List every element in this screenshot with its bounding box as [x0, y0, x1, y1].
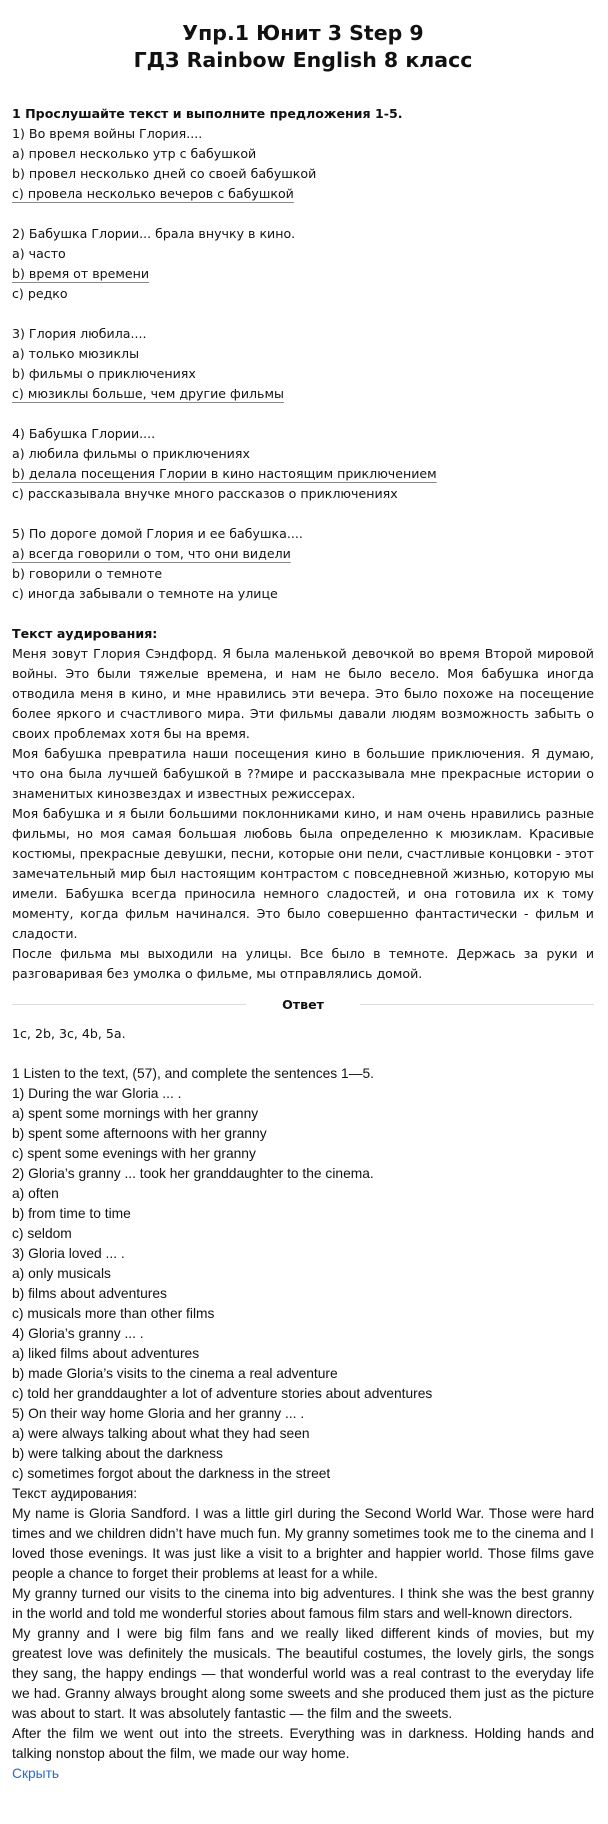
option-label: c) провела несколько вечеров с бабушкой [12, 186, 294, 201]
en-line: c) seldom [12, 1226, 72, 1241]
question-block [12, 124, 594, 224]
option-label: a) часто [12, 246, 66, 261]
answer-line: 1c, 2b, 3c, 4b, 5a. [12, 1026, 126, 1041]
option-label: b) время от времени [12, 266, 150, 281]
option-label: b) говорили о темноте [12, 566, 163, 581]
option [12, 244, 594, 264]
en-line: 1 Listen to the text, (57), and complete the sentences 1—5. [12, 1066, 374, 1081]
option [12, 284, 594, 304]
option [12, 564, 594, 584]
answer-label: Ответ [282, 996, 324, 1012]
text-paragraph: Меня зовут Глория Сэндфорд. Я была маленькой девочкой во время Второй мировой войны. Это были тяжелые времена, и нам не было весело. Моя бабушка иногда отводила меня в кино, и мне нравились эти вечера. Это было похоже на посещение более яркого и счастливого мира. Эти фильмы давали людям возможность забыть о своих проблемах хотя бы на время. [12, 646, 594, 741]
en-line: b) made Gloria’s visits to the cinema a real adventure [12, 1366, 338, 1381]
option-correct [12, 544, 594, 564]
option-label: c) мюзиклы больше, чем другие фильмы [12, 386, 284, 401]
en-line: b) spent some afternoons with her granny [12, 1126, 267, 1141]
title-line-2: ГДЗ Rainbow English 8 класс [133, 48, 473, 72]
option [12, 164, 594, 184]
en-line: 1) During the war Gloria ... . [12, 1086, 182, 1101]
option [12, 364, 594, 384]
en-line: c) musicals more than other films [12, 1306, 215, 1321]
option [12, 444, 594, 464]
text-paragraph: My granny and I were big film fans and we really liked different kinds of movies, but my greatest love was definitely the musicals. The beautiful costumes, the lovely girls, the songs they sang, the happy endings — that wonderful world was a real contrast to the everyday life we had. Granny always brought along some sweets and she produced them just as the picture was about to start. It was absolutely fantastic — the film and the sweets. [12, 1626, 594, 1721]
divider-left [12, 1004, 246, 1005]
en-line: 5) On their way home Gloria and her granny ... . [12, 1406, 305, 1421]
text-paragraph: My granny turned our visits to the cinema into big adventures. I think she was the best granny in the world and told me wonderful stories about famous film stars and well-known directors. [12, 1586, 594, 1621]
option-label: c) иногда забывали о темноте на улице [12, 586, 278, 601]
option-correct [12, 384, 594, 404]
text-paragraph: После фильма мы выходили на улицы. Все было в темноте. Держась за руки и разговаривая без умолка о фильме, мы отправлялись домой. [12, 946, 594, 981]
en-line: a) often [12, 1186, 59, 1201]
question-text: 4) Бабушка Глории.... [12, 426, 156, 441]
ru-listening-text [12, 644, 594, 984]
question-block [12, 524, 594, 624]
question-block [12, 324, 594, 424]
option-label: a) всегда говорили о том, что они видели [12, 546, 291, 561]
en-line: c) sometimes forgot about the darkness in the street [12, 1466, 331, 1481]
option-label: c) рассказывала внучке много рассказов о приключениях [12, 486, 398, 501]
question-text: 3) Глория любила.... [12, 326, 147, 341]
question-block [12, 424, 594, 524]
en-line: c) spent some evenings with her granny [12, 1146, 256, 1161]
option [12, 584, 594, 604]
en-line: 3) Gloria loved ... . [12, 1246, 125, 1261]
text-paragraph: Моя бабушка превратила наши посещения кино в большие приключения. Я думаю, что она была лучшей бабушкой в ??мире и рассказывала мне прекрасные истории о знаменитых кинозвездах и известных режиссерах. [12, 746, 594, 801]
en-line: b) films about adventures [12, 1286, 167, 1301]
en-line: a) spent some mornings with her granny [12, 1106, 259, 1121]
answer-separator [12, 994, 594, 1014]
question-block [12, 224, 594, 324]
en-line: a) were always talking about what they had seen [12, 1426, 310, 1441]
en-line: 4) Gloria’s granny ... . [12, 1326, 144, 1341]
text-paragraph: My name is Gloria Sandford. I was a little girl during the Second World War. Those were hard times and we children didn’t have much fun. My granny sometimes took me to the cinema and I loved those evenings. It was just like a visit to a brighter and happier world. Those films gave people a chance to forget their problems at least for a while. [12, 1506, 594, 1581]
text-paragraph: After the film we went out into the streets. Everything was in darkness. Holding hands and talking nonstop about the film, we made our way home. [12, 1726, 594, 1761]
option-correct [12, 184, 594, 204]
option [12, 484, 594, 504]
english-section [12, 1064, 594, 1764]
en-line: c) told her granddaughter a lot of adventure stories about adventures [12, 1386, 433, 1401]
option-correct [12, 264, 594, 284]
en-lines [12, 1064, 594, 1504]
en-listening-text [12, 1504, 594, 1764]
page-title [12, 20, 594, 74]
option [12, 144, 594, 164]
text-paragraph: Моя бабушка и я были большими поклонниками кино, и нам очень нравились разные фильмы, но моя самая большая любовь была определенно к мюзиклам. Красивые костюмы, прекрасные девушки, песни, которые они пели, счастливые концовки - этот замечательный мир был настоящим контрастом с повседневной жизнью, которую мы имели. Бабушка всегда приносила немного сладостей, и она готовила их к тому моменту, когда фильм начинался. Это было совершенно фантастически - фильм и сладости. [12, 806, 594, 941]
en-line: Текст аудирования: [12, 1486, 138, 1501]
option-correct [12, 464, 594, 484]
option-label: b) фильмы о приключениях [12, 366, 196, 381]
title-line-1: Упр.1 Юнит 3 Step 9 [182, 21, 424, 45]
option-label: b) провел несколько дней со своей бабушкой [12, 166, 317, 181]
en-line: a) only musicals [12, 1266, 111, 1281]
en-line: 2) Gloria’s granny ... took her granddaughter to the cinema. [12, 1166, 374, 1181]
en-line: a) liked films about adventures [12, 1346, 200, 1361]
divider-right [360, 1004, 594, 1005]
ru-questions [12, 124, 594, 624]
option-label: b) делала посещения Глории в кино настоящим приключением [12, 466, 437, 481]
option-label: a) провел несколько утр с бабушкой [12, 146, 257, 161]
hide-link[interactable]: Скрыть [12, 1766, 60, 1781]
option-label: a) только мюзиклы [12, 346, 140, 361]
option [12, 344, 594, 364]
en-line: b) were talking about the darkness [12, 1446, 223, 1461]
ru-text-heading: Текст аудирования: [12, 626, 158, 641]
option-label: c) редко [12, 286, 68, 301]
question-text: 2) Бабушка Глории... брала внучку в кино. [12, 226, 296, 241]
en-line: b) from time to time [12, 1206, 131, 1221]
question-text: 5) По дороге домой Глория и ее бабушка.... [12, 526, 303, 541]
question-text: 1) Во время войны Глория.... [12, 126, 203, 141]
task-heading: 1 Прослушайте текст и выполните предложения 1-5. [12, 106, 403, 121]
option-label: a) любила фильмы о приключениях [12, 446, 250, 461]
